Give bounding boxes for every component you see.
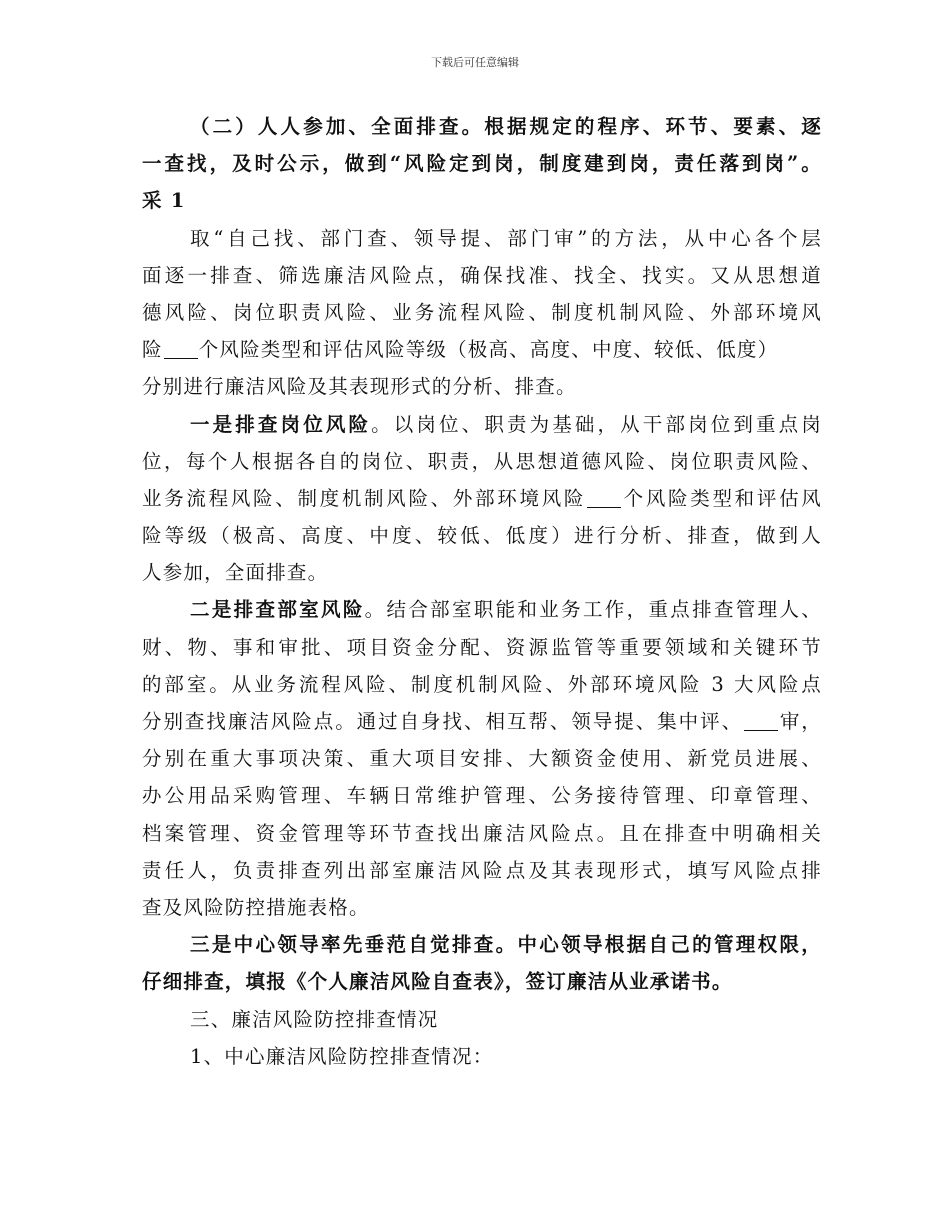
paragraph-line: 一是排查岗位风险。以岗位、职责为基础，从干部岗位到重点岗 (190, 412, 822, 436)
page-header: 下载后可任意编辑 (431, 56, 519, 69)
text-line: 人参加，全面排查。 (142, 561, 329, 585)
body-text (142, 108, 822, 1075)
text-line: 责任人，负责排查列出部室廉洁风险点及其表现形式，填写风险点排 (142, 858, 822, 882)
subsection-heading: 1、中心廉洁风险防控排查情况： (190, 1044, 494, 1068)
text-line: 财、物、事和审批、项目资金分配、资源监管等重要领域和关键环节 (142, 635, 822, 659)
text-line: 分别查找廉洁风险点。通过自身找、相互帮、领导提、集中评、 审， (142, 710, 822, 733)
text-line: 的部室。从业务流程风险、制度机制风险、外部环境风险 3 大风险点 (142, 672, 822, 696)
paragraph-line: 三是中心领导率先垂范自觉排查。中心领导根据自己的管理权限， (190, 933, 822, 957)
paragraph-line: 二是排查部室风险。结合部室职能和业务工作，重点排查管理人、 (190, 598, 822, 622)
text-line: 档案管理、资金管理等环节查找出廉洁风险点。且在排查中明确相关 (142, 821, 822, 845)
text-line: 分别在重大事项决策、重大项目安排、大额资金使用、新党员进展、 (142, 747, 822, 771)
fill-in-blank (587, 486, 621, 507)
text-line: 分别进行廉洁风险及其表现形式的分析、排查。 (142, 375, 577, 399)
text-line: 仔细排查，填报《个人廉洁风险自查表》，签订廉洁从业承诺书。 (142, 970, 733, 994)
text-line: 一查找，及时公示，做到“风险定到岗，制度建到岗，责任落到岗”。 (142, 152, 822, 176)
text-line: 德风险、岗位职责风险、业务流程风险、制度机制风险、外部环境风 (142, 300, 822, 324)
paragraph-lead: 一是排查岗位风险 (190, 412, 372, 436)
fill-in-blank (744, 710, 778, 731)
text-line: 采 1 (142, 189, 186, 213)
section-heading-line: （二）人人参加、全面排查。根据规定的程序、环节、要素、逐 (190, 115, 822, 138)
section-heading: 三、廉洁风险防控排查情况 (190, 1007, 439, 1031)
text-line: 查及风险防控措施表格。 (142, 895, 370, 919)
text-line: 位，每个人根据各自的岗位、职责，从思想道德风险、岗位职责风险、 (142, 449, 822, 473)
paragraph-lead: 二是排查部室风险 (190, 598, 365, 622)
text-line: 办公用品采购管理、车辆日常维护管理、公务接待管理、印章管理、 (142, 784, 822, 808)
text-line: 取“自己找、部门查、领导提、部门审”的方法，从中心各个层 (190, 226, 822, 250)
text-line: 险 个风险类型和评估风险等级（极高、高度、中度、较低、低度） (142, 338, 779, 362)
text-line: 面逐一排查、筛选廉洁风险点，确保找准、找全、找实。又从思想道 (142, 263, 822, 287)
fill-in-blank (164, 338, 198, 359)
text-line: 业务流程风险、制度机制风险、外部环境风险 个风险类型和评估风 (142, 486, 822, 510)
text-line: 险等级（极高、高度、中度、较低、低度）进行分析、排查，做到人 (142, 524, 822, 548)
